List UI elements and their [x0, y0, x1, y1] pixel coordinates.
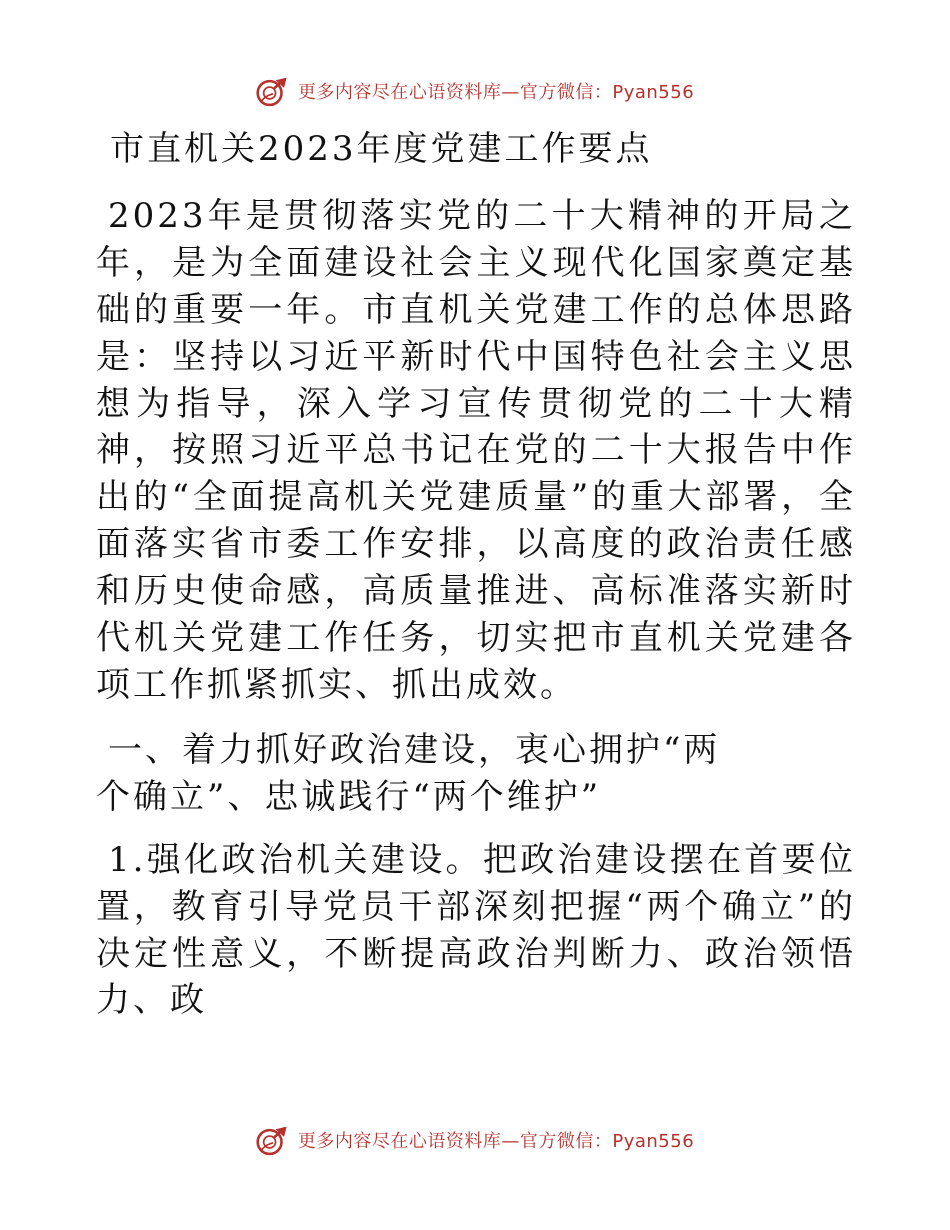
- item-paragraph-political-agencies: 1.强化政治机关建设。把政治建设摆在首要位置，教育引导党员干部深刻把握“两个确立”的决定性意义，不断提高政治判断力、政治领悟力、政: [96, 839, 856, 1021]
- document-title: 市直机关2023年度党建工作要点: [110, 129, 653, 169]
- document-body: [96, 126, 856, 1042]
- watermark-footer: [0, 1125, 950, 1159]
- pen-stamp-icon: [256, 76, 290, 110]
- watermark-header: [0, 76, 950, 110]
- watermark-text: 更多内容尽在心语资料库—官方微信：Pyan556: [297, 1131, 695, 1152]
- watermark-text: 更多内容尽在心语资料库—官方微信：Pyan556: [297, 82, 695, 103]
- section-heading-political-building: 一、着力抓好政治建设，衷心拥护“两个确立”、忠诚践行“两个维护”: [96, 729, 721, 817]
- intro-paragraph: 2023年是贯彻落实党的二十大精神的开局之年，是为全面建设社会主义现代化国家奠定基础的重要一年。市直机关党建工作的总体思路是：坚持以习近平新时代中国特色社会主义思想为指导，深入学习宣传贯彻党的二十大精神，按照习近平总书记在党的二十大报告中作出的“全面提高机关党建质量”的重大部署，全面落实省市委工作安排，以高度的政治责任感和历史使命感，高质量推进、高标准落实新时代机关党建工作任务，切实把市直机关党建各项工作抓紧抓实、抓出成效。: [96, 195, 856, 705]
- pen-stamp-icon: [256, 1125, 290, 1159]
